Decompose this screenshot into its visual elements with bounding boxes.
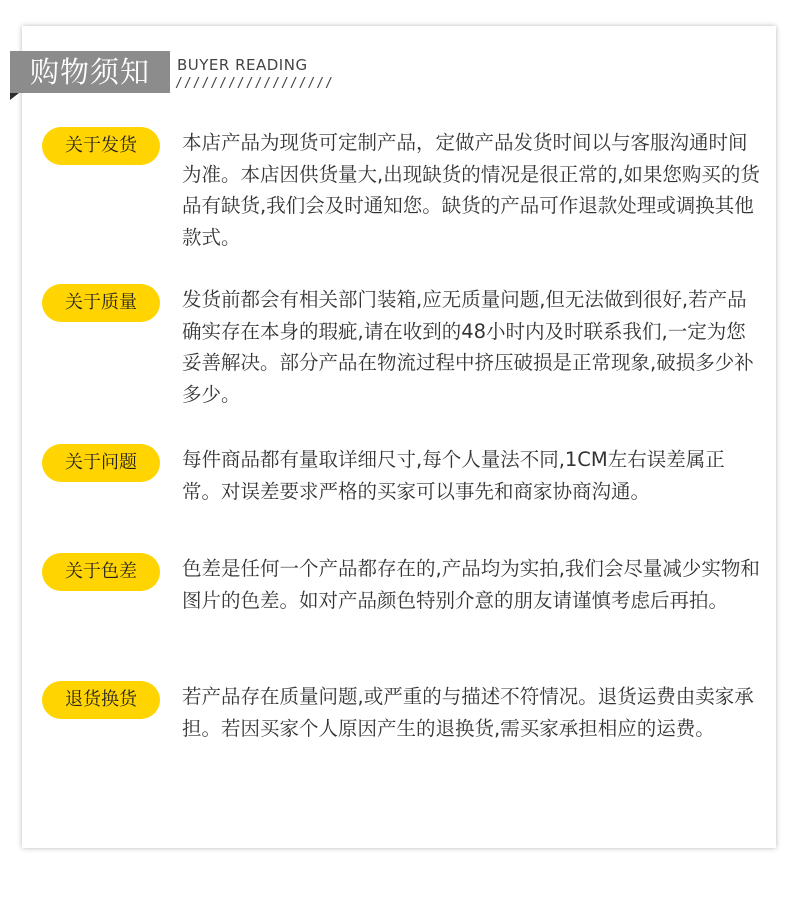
section-label: 退货换货 [42, 681, 160, 719]
section-text: 发货前都会有相关部门装箱,应无质量问题,但无法做到很好,若产品确实存在本身的瑕疵,请在收到的48小时内及时联系我们,一定为您妥善解决。部分产品在物流过程中挤压破损是正常现象,破损多少补多少。 [182, 288, 754, 406]
section-text: 本店产品为现货可定制产品，定做产品发货时间以与客服沟通时间为准。本店因供货量大,出现缺货的情况是很正常的,如果您购买的货品有缺货,我们会及时通知您。缺货的产品可作退款处理或调换其他款式。 [182, 131, 760, 249]
section-text: 每件商品都有量取详细尺寸,每个人量法不同,1CM左右误差属正常。对误差要求严格的买家可以事先和商家协商沟通。 [182, 448, 725, 503]
section-label: 关于色差 [42, 553, 160, 591]
section-text: 若产品存在质量问题,或严重的与描述不符情况。退货运费由卖家承担。若因买家个人原因产生的退换货,需买家承担相应的运费。 [182, 685, 754, 740]
header-subtitle: BUYER READING [177, 56, 308, 74]
section-label: 关于发货 [42, 127, 160, 165]
header-slashes: ////////////////// [175, 76, 334, 91]
header-tab-shadow [10, 93, 19, 100]
header-title: 购物须知 [10, 51, 170, 93]
section-label: 关于问题 [42, 444, 160, 482]
section-text: 色差是任何一个产品都存在的,产品均为实拍,我们会尽量减少实物和图片的色差。如对产品颜色特别介意的朋友请谨慎考虑后再拍。 [182, 557, 760, 612]
section-label: 关于质量 [42, 284, 160, 322]
